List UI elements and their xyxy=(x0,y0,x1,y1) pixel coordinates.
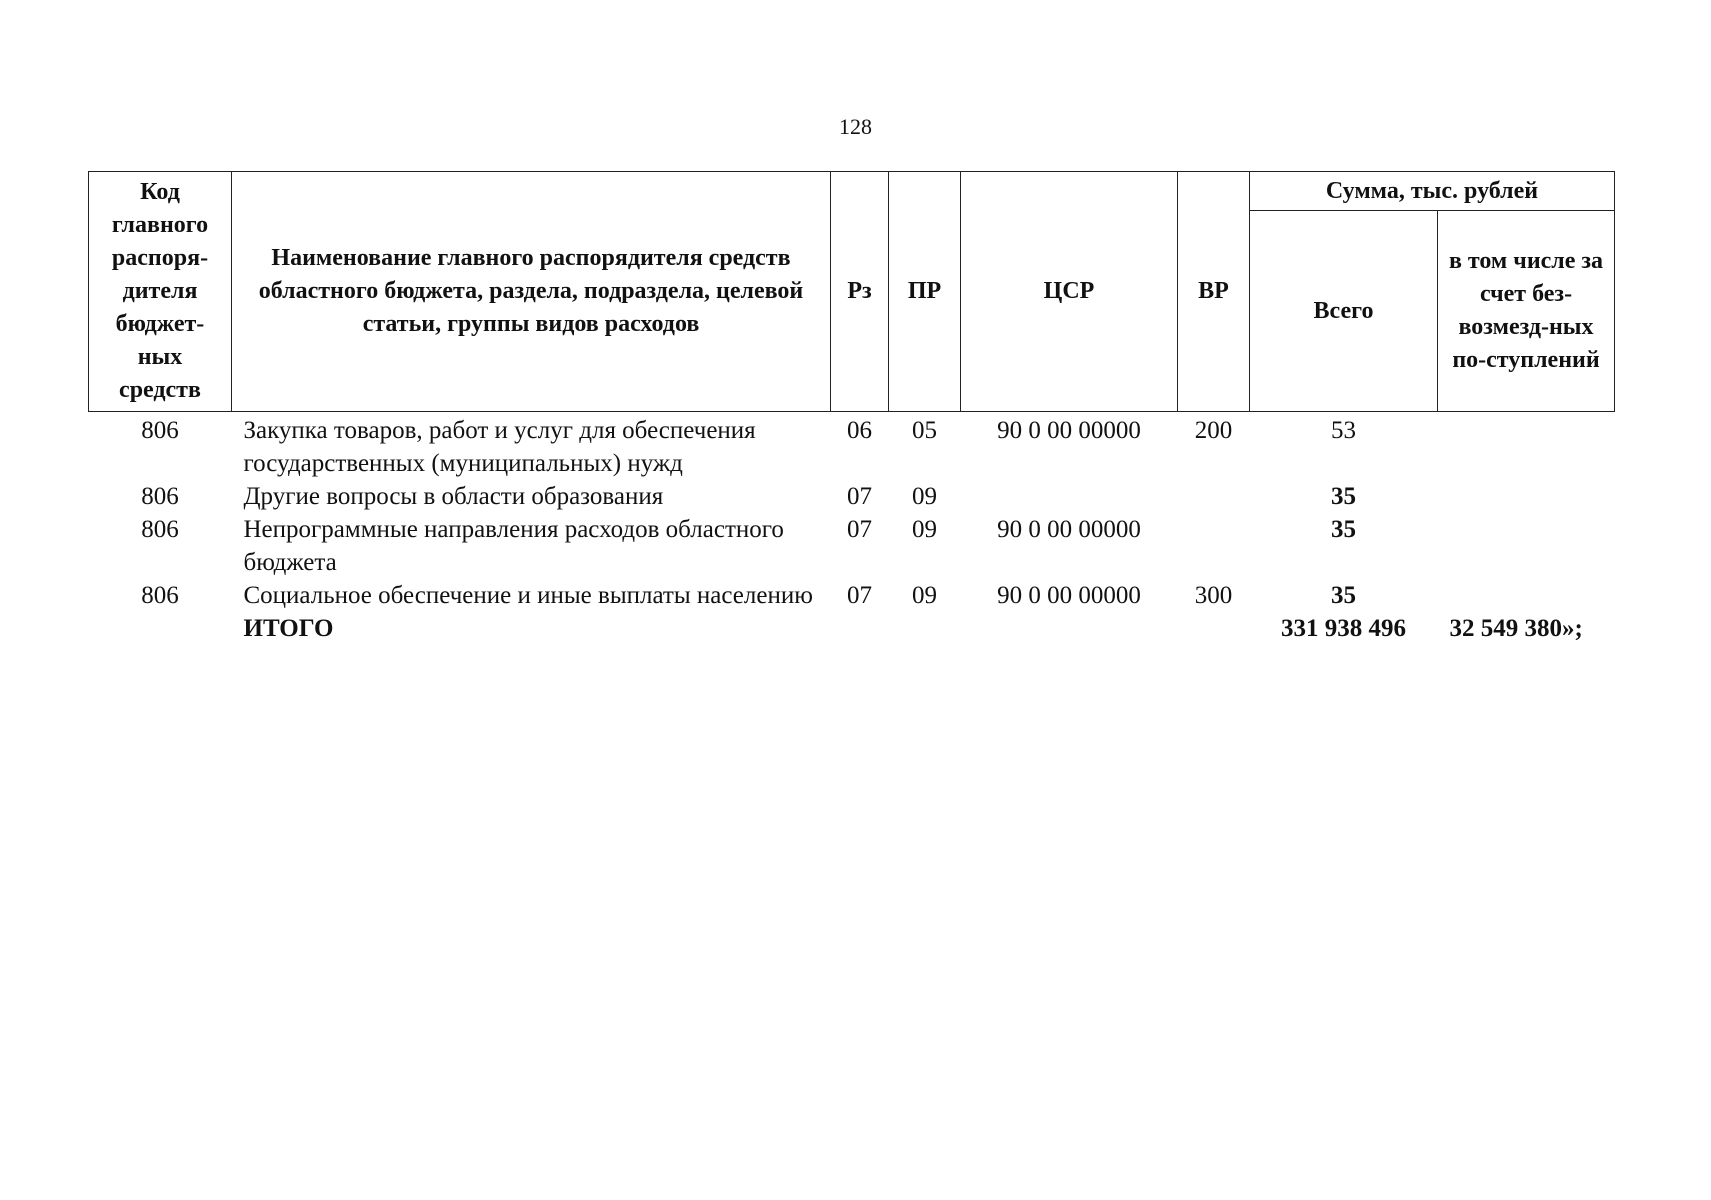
cell-pr: 09 xyxy=(912,483,937,510)
cell-pr: 05 xyxy=(912,417,937,444)
cell-free xyxy=(1438,513,1615,579)
cell-name: Социальное обеспечение и иные выплаты населению xyxy=(243,582,813,609)
cell-total: 53 xyxy=(1331,417,1356,444)
header-pr: ПР xyxy=(889,172,961,412)
budget-table xyxy=(88,171,1615,645)
cell-rz: 07 xyxy=(847,483,872,510)
cell-free xyxy=(1438,579,1615,612)
cell-vr xyxy=(1178,513,1250,579)
header-sum-group: Сумма, тыс. рублей xyxy=(1250,172,1615,211)
grand-total-label: ИТОГО xyxy=(243,615,334,642)
cell-rz: 07 xyxy=(847,582,872,609)
cell-pr: 09 xyxy=(912,516,937,543)
cell-csr xyxy=(961,612,1178,645)
cell-csr xyxy=(961,480,1178,513)
grand-total-row xyxy=(89,612,1615,645)
header-name: Наименование главного распорядителя средств областного бюджета, раздела, подраздела, целевой статьи, группы видов расходов xyxy=(232,172,831,412)
cell-code xyxy=(89,612,232,645)
page-number: 128 xyxy=(839,114,872,139)
header-code: Код главного распоря-дителя бюджет-ных средств xyxy=(89,172,232,412)
cell-rz: 07 xyxy=(847,516,872,543)
cell-name: Непрограммные направления расходов областного бюджета xyxy=(243,516,784,576)
cell-csr: 90 0 00 00000 xyxy=(997,582,1141,609)
cell-vr xyxy=(1178,612,1250,645)
cell-code: 806 xyxy=(141,516,179,543)
grand-total-sum: 331 938 496 xyxy=(1281,615,1406,642)
cell-name: Закупка товаров, работ и услуг для обеспечения государственных (муниципальных) нужд xyxy=(243,417,756,477)
cell-total: 35 xyxy=(1331,483,1356,510)
header-rz: Рз xyxy=(831,172,889,412)
cell-rz xyxy=(831,612,889,645)
table-body xyxy=(89,412,1615,646)
cell-vr xyxy=(1178,480,1250,513)
cell-csr: 90 0 00 00000 xyxy=(997,417,1141,444)
cell-free xyxy=(1438,480,1615,513)
cell-rz: 06 xyxy=(847,417,872,444)
table-row xyxy=(89,412,1615,481)
table-row xyxy=(89,513,1615,579)
cell-pr: 09 xyxy=(912,582,937,609)
cell-code: 806 xyxy=(141,582,179,609)
cell-code: 806 xyxy=(141,417,179,444)
table-header xyxy=(89,172,1615,412)
cell-total: 35 xyxy=(1331,582,1356,609)
cell-vr: 300 xyxy=(1194,582,1233,609)
header-vr: ВР xyxy=(1178,172,1250,412)
cell-total: 35 xyxy=(1331,516,1356,543)
table-row xyxy=(89,579,1615,612)
cell-code: 806 xyxy=(141,483,179,510)
grand-total-free: 32 549 380»; xyxy=(1449,615,1583,642)
table-row xyxy=(89,480,1615,513)
cell-name: Другие вопросы в области образования xyxy=(243,483,664,510)
cell-pr xyxy=(889,612,961,645)
header-csr: ЦСР xyxy=(961,172,1178,412)
cell-free xyxy=(1438,412,1615,481)
header-free: в том числе за счет без-возмезд-ных по-ступлений xyxy=(1438,211,1615,412)
cell-vr: 200 xyxy=(1194,417,1233,444)
header-total: Всего xyxy=(1250,211,1438,412)
cell-csr: 90 0 00 00000 xyxy=(997,516,1141,543)
